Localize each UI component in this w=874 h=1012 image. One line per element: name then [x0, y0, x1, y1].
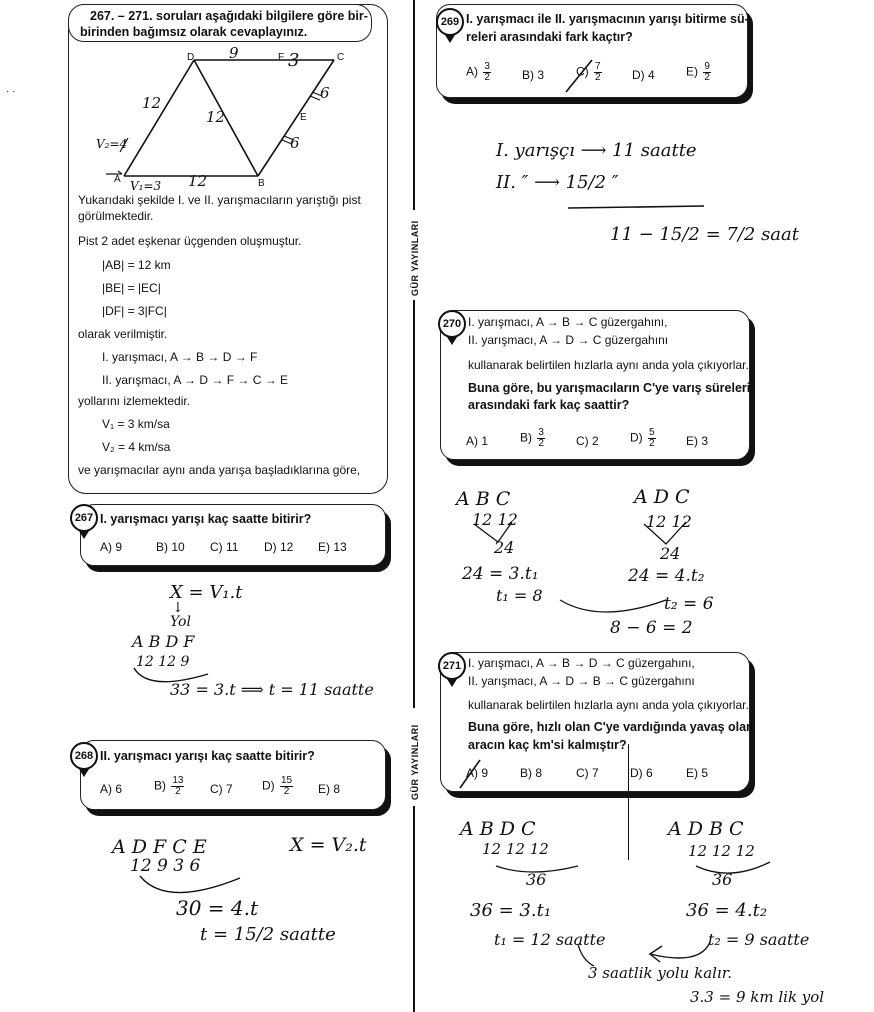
q269-frac-a: $\frac{3}{2}$ [484, 61, 490, 83]
q271-line-3: kullanarak belirtilen hızlarla aynı anda yola çıkıyorlar. [468, 698, 749, 712]
intro-line-8: II. yarışmacı, A → D → F → C → E [102, 373, 289, 387]
q270-work-2: 12 12 [472, 510, 518, 529]
q269-option-d[interactable] [632, 68, 655, 82]
q269-option-e[interactable]: E) $\frac{9}{2}$ [686, 61, 710, 83]
q268-frac-b: $\frac{13}{2}$ [172, 775, 184, 797]
q271-work-11: 3 saatlik yolu kalır. [588, 964, 733, 982]
q267-option-e[interactable]: E) 13 [318, 540, 347, 554]
q270-frac-d: $\frac{5}{2}$ [649, 427, 655, 449]
q268-work-1: A D F C E [112, 836, 207, 858]
q269-work-underline [564, 200, 714, 214]
question-267-badge: 267 [70, 504, 98, 532]
question-268-text: II. yarışmacı yarışı kaç saatte bitirir? [100, 749, 315, 763]
intro-line-7: I. yarışmacı, A → B → D → F [102, 350, 258, 364]
q267-option-c[interactable]: C) 11 [210, 540, 239, 554]
q271-work-3: 36 [526, 870, 547, 889]
q271-option-e-label: E) 5 [686, 766, 709, 780]
intro-line-2: Pist 2 adet eşkenar üçgenden oluşmuştur. [78, 234, 302, 248]
q271-work-1: A B D C [460, 818, 536, 840]
intro-line-1: Yukarıdaki şekilde I. ve II. yarışmacıların yarıştığı pist [78, 193, 361, 207]
q267-work-3: Yol [170, 614, 191, 630]
label-eb: 6 [290, 134, 300, 152]
intro-line-10: V₁ = 3 km/sa [102, 417, 170, 431]
q270-option-a-label: A) 1 [466, 434, 489, 448]
q269-work-2: II. ″ ⟶ 15/2 ″ [496, 172, 619, 193]
q269-option-d-label: D) 4 [632, 68, 655, 82]
q270-option-c-label: C) 2 [576, 434, 599, 448]
q270-work-6: A D C [634, 486, 690, 508]
q268-work-3: X = V₂.t [290, 834, 367, 856]
label-fc: 3 [288, 50, 300, 71]
q269-answer-mark [562, 56, 598, 96]
q271-option-c[interactable] [576, 766, 599, 780]
q268-option-b[interactable]: B) $\frac{13}{2}$ [154, 775, 184, 797]
q268-work-curve [136, 872, 246, 908]
q267-option-b[interactable]: B) 10 [156, 540, 185, 554]
intro-heading-line2: birinden bağımsız olarak cevaplayınız. [80, 25, 308, 39]
q269-work-1: I. yarışçı ⟶ 11 saatte [496, 140, 697, 161]
point-f: F [278, 52, 285, 63]
label-db: 12 [206, 108, 226, 126]
q268-option-d[interactable]: D) $\frac{15}{2}$ [262, 775, 293, 797]
q268-option-e-label: E) 8 [318, 782, 341, 796]
q269-option-b[interactable] [522, 68, 544, 82]
question-269-text-2: releri arasındaki fark kaçtır? [466, 30, 633, 44]
q271-vertical-mark [628, 744, 629, 860]
column-divider-bottom [413, 806, 415, 1012]
q268-frac-d: $\frac{15}{2}$ [281, 775, 293, 797]
label-v1: V₁=3 [130, 179, 162, 192]
q270-option-d[interactable]: D) $\frac{5}{2}$ [630, 427, 655, 449]
q269-frac-e: $\frac{9}{2}$ [704, 61, 710, 83]
q269-option-b-label: B) 3 [522, 68, 545, 82]
label-v2: V₂=4 [96, 137, 128, 151]
q267-work-5: 12 12 9 [136, 654, 190, 670]
q271-work-marks [470, 848, 850, 988]
q270-frac-b: $\frac{3}{2}$ [538, 427, 544, 449]
q270-work-10: t₂ = 6 [664, 594, 714, 614]
column-divider-top [413, 0, 415, 210]
q267-work-curve [128, 664, 218, 694]
q270-work-11: 8 − 6 = 2 [610, 618, 693, 638]
intro-line-12: ve yarışmacılar aynı anda yarışa başladıklarına göre, [78, 463, 361, 477]
q269-frac-c: $\frac{7}{2}$ [595, 61, 601, 83]
q271-option-c-label: C) 7 [576, 766, 599, 780]
intro-line-11: V₂ = 4 km/sa [102, 440, 171, 454]
intro-line-1b: görülmektedir. [78, 209, 154, 223]
q271-line-2: II. yarışmacı, A → D → B → C güzergahını [468, 674, 695, 688]
q271-option-b[interactable] [520, 766, 542, 780]
q270-work-marks [460, 520, 750, 620]
q271-answer-mark [456, 756, 489, 792]
q271-option-d[interactable] [630, 766, 653, 780]
q268-option-a-label: A) 6 [100, 782, 123, 796]
intro-line-9: yollarını izlemektedir. [78, 394, 191, 408]
q271-option-d-label: D) 6 [630, 766, 653, 780]
q269-option-a[interactable]: A) $\frac{3}{2}$ [466, 61, 490, 83]
point-b: B [258, 178, 265, 189]
point-a: A [114, 174, 121, 185]
q271-work-10: t₂ = 9 saatte [708, 930, 810, 949]
q270-question-2: arasındaki fark kaç saattir? [468, 398, 630, 412]
q271-work-7: 12 12 12 [688, 842, 755, 860]
q271-question-1: Buna göre, hızlı olan C'ye vardığında yavaş olan [468, 720, 754, 734]
label-ab: 12 [188, 172, 208, 190]
column-divider-mid [413, 300, 415, 708]
label-df: 9 [229, 44, 239, 62]
q267-option-a[interactable]: A) 9 [100, 540, 123, 554]
q270-line-3: kullanarak belirtilen hızlarla aynı anda yola çıkıyorlar. [468, 358, 749, 372]
q271-option-b-label: B) 8 [520, 766, 543, 780]
q269-option-c[interactable]: C) $\frac{7}{2}$ [576, 61, 601, 83]
q268-work-4: 30 = 4.t [176, 896, 259, 920]
q271-work-5: t₁ = 12 saatte [494, 930, 606, 949]
q268-work-5: t = 15/2 saatte [200, 924, 336, 945]
q271-work-12: 3.3 = 9 km lik yol [690, 988, 825, 1006]
q271-work-6: A D B C [668, 818, 744, 840]
q268-option-e[interactable] [318, 782, 340, 796]
q268-option-a[interactable] [100, 782, 122, 796]
scan-speck: · · [6, 86, 16, 97]
q267-work-1: X = V₁.t [170, 582, 243, 603]
side-label-top: GÜR YAYINLARI [410, 220, 420, 296]
intro-line-4: |BE| = |EC| [102, 281, 161, 295]
q271-option-e[interactable] [686, 766, 708, 780]
q270-work-4: 24 = 3.t₁ [462, 564, 539, 584]
question-269-badge: 269 [436, 8, 464, 36]
q268-work-2: 12 9 3 6 [130, 856, 201, 876]
q270-work-1: A B C [456, 488, 511, 510]
question-271-badge: 271 [438, 652, 466, 680]
q271-question-2: aracın kaç km'si kalmıştır? [468, 738, 627, 752]
q271-work-2: 12 12 12 [482, 840, 549, 858]
intro-line-6: olarak verilmiştir. [78, 327, 168, 341]
q270-work-9: 24 = 4.t₂ [628, 566, 705, 586]
q270-question-1: Buna göre, bu yarışmacıların C'ye varış süreleri [468, 381, 751, 395]
intro-line-3: |AB| = 12 km [102, 258, 171, 272]
question-269-text-1: I. yarışmacı ile II. yarışmacının yarışı bitirme sü- [466, 12, 749, 26]
q271-line-1: I. yarışmacı, A → B → D → C güzergahını, [468, 656, 695, 670]
q270-work-7: 12 12 [646, 512, 692, 531]
point-d: D [187, 52, 195, 63]
q268-option-c-label: C) 7 [210, 782, 233, 796]
track-diagram [84, 44, 384, 192]
side-label-bottom: GÜR YAYINLARI [410, 724, 420, 800]
q267-work-2: ↓ [172, 600, 184, 616]
q270-line-2: II. yarışmacı, A → D → C güzergahını [468, 333, 669, 347]
q267-work-6: 33 = 3.t ⟹ t = 11 saatte [170, 680, 374, 699]
q270-option-e-label: E) 3 [686, 434, 709, 448]
label-ce: 6 [320, 84, 330, 102]
label-ad: 12 [142, 94, 162, 112]
point-c: C [337, 52, 345, 63]
q270-work-8: 24 [660, 544, 681, 563]
q271-work-4: 36 = 3.t₁ [470, 900, 552, 921]
q270-option-c[interactable] [576, 434, 599, 448]
q267-option-d[interactable]: D) 12 [264, 540, 294, 554]
q267-work-4: A B D F [132, 632, 195, 651]
q270-option-b[interactable]: B) $\frac{3}{2}$ [520, 427, 544, 449]
q270-option-a[interactable] [466, 434, 488, 448]
point-e: E [300, 112, 307, 123]
q270-option-e[interactable] [686, 434, 708, 448]
q271-option-a-label: A) 9 [466, 766, 489, 780]
intro-line-5: |DF| = 3|FC| [102, 304, 167, 318]
q268-option-c[interactable] [210, 782, 233, 796]
q270-line-1: I. yarışmacı, A → B → C güzergahını, [468, 315, 668, 329]
intro-heading-line1: 267. – 271. soruları aşağıdaki bilgilere göre bir- [90, 9, 368, 23]
q270-work-3: 24 [494, 538, 515, 557]
q271-work-9: 36 = 4.t₂ [686, 900, 768, 921]
q271-work-8: 36 [712, 870, 733, 889]
q269-work-3: 11 − 15/2 = 7/2 saat [610, 224, 799, 245]
question-268-badge: 268 [70, 742, 98, 770]
question-267-text: I. yarışmacı yarışı kaç saatte bitirir? [100, 512, 312, 526]
q270-work-5: t₁ = 8 [496, 586, 543, 605]
question-270-badge: 270 [438, 310, 466, 338]
